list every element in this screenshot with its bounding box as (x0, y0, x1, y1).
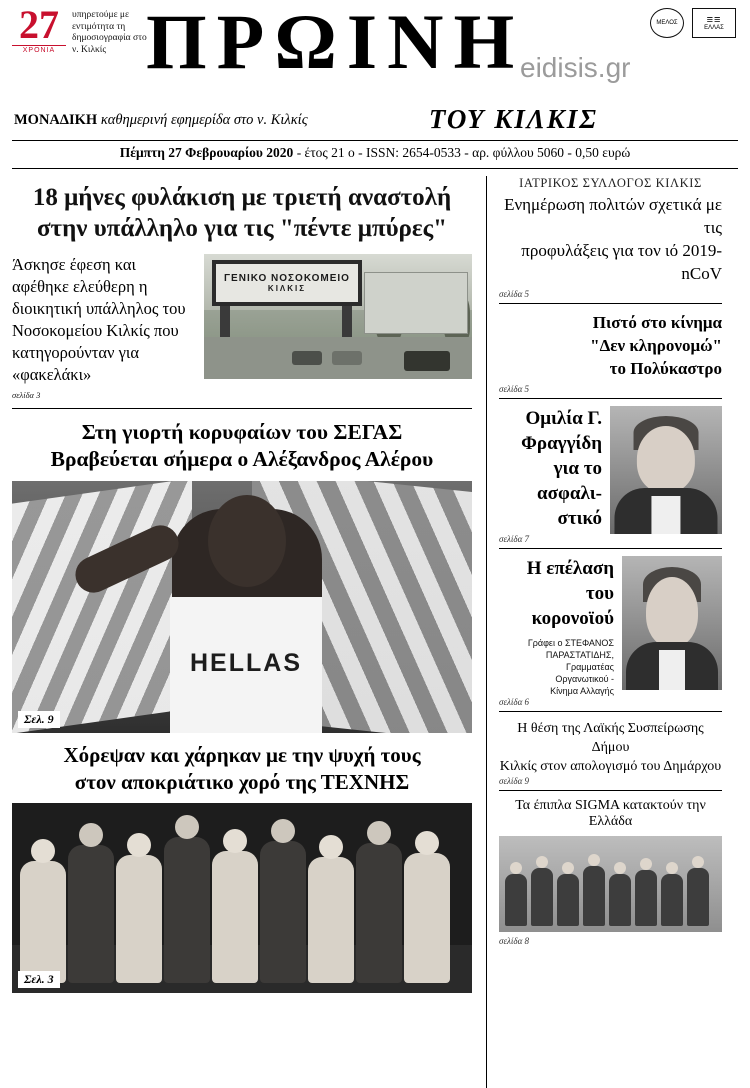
member-seal-icon (650, 8, 684, 38)
masthead-divider-top (12, 140, 738, 141)
right-item-headline-line2: Κιλκίς στον απολογισμό του Δημάρχου (499, 759, 722, 774)
masthead-subtitle: υπηρετούμε με εντιμότητα τη δημοσιογραφία στο ν. Κιλκίς (72, 10, 147, 55)
second-headline-line1: Στη γιορτή κορυφαίων του ΣΕΓΑΣ (81, 420, 403, 444)
right-item-headline-line1: Πιστό στο κίνημα (592, 313, 722, 332)
right-item-headline (499, 556, 614, 631)
person-icon (583, 866, 605, 926)
tagline-italic: καθημερινή εφημερίδα στο ν. Κιλκίς (100, 112, 308, 128)
car-icon (292, 351, 322, 365)
athlete-head (208, 495, 286, 587)
lead-body-text: Άσκησε έφεση και αφέθηκε ελεύθερη η διοικητική υπάλληλος του Νοσοκομείου Κιλκίς που κατηγορούνταν για «φακελάκι» (12, 255, 186, 384)
sigma-team-group-photo (499, 836, 722, 932)
person-icon (687, 868, 709, 926)
right-item-page-ref: σελίδα 6 (499, 697, 530, 707)
hospital-building (364, 272, 468, 334)
singlet-text: HELLAS (190, 649, 302, 677)
right-item-headline-line1: Η θέση της Λαϊκής Συσπείρωσης Δήμου (517, 721, 704, 755)
right-item-headline-line1: Ομιλία Γ. (525, 408, 602, 429)
right-item-polykastro[interactable] (499, 311, 722, 394)
right-item-kicker: ΙΑΤΡΙΚΟΣ ΣΥΛΛΟΓΟΣ ΚΙΛΚΙΣ (519, 176, 702, 190)
lead-story-row (12, 254, 472, 400)
right-divider (499, 548, 722, 549)
partygoer (356, 843, 402, 983)
partygoer (404, 853, 450, 983)
tagline-bold: ΜΟΝΑΔΙΚΗ (14, 112, 98, 128)
second-headline (12, 419, 472, 473)
right-item-headline-line3: κορονοϊού (531, 608, 614, 629)
second-headline-line2: Βραβεύεται σήμερα ο Αλέξανδρος Αλέρου (50, 447, 434, 471)
member-seal-label: ΜΕΛΟΣ (656, 20, 678, 26)
left-divider-1 (12, 408, 472, 409)
press-association-label: ΕΛΛΑΣ (704, 25, 724, 31)
right-item-page-ref: σελίδα 5 (499, 384, 530, 394)
newspaper-title: ΠΡΩΙΝΗ (146, 0, 525, 85)
anniversary-number: 27 (19, 2, 59, 47)
dateline-details: - έτος 21 ο - ISSN: 2654-0533 - αρ. φύλλου 5060 - 0,50 ευρώ (296, 145, 631, 160)
right-item-page-ref: σελίδα 7 (499, 534, 530, 544)
person-icon (635, 870, 657, 926)
right-item-headline-line2: του (585, 583, 614, 604)
speaker-portrait-photo (610, 406, 722, 534)
portrait-face (646, 577, 698, 647)
portrait-face (637, 426, 695, 493)
right-item-headline-line4: ασφαλι- (537, 483, 602, 504)
masthead (0, 0, 750, 100)
right-item-page-ref: σελίδα 5 (499, 289, 530, 299)
third-headline-line1: Χόρεψαν και χάρηκαν με την ψυχή τους (63, 743, 421, 767)
partygoer (116, 855, 162, 983)
right-item-headline-line5: στικό (557, 508, 602, 529)
lead-text-block (12, 254, 194, 400)
right-item-coronavirus-column[interactable] (499, 556, 722, 707)
athlete-with-flag-photo (12, 481, 472, 733)
right-item-headline: Τα έπιπλα SIGMA κατακτούν την Ελλάδα (515, 798, 706, 829)
right-item-headline-line1: Ενημέρωση πολιτών σχετικά με τις (504, 195, 722, 237)
lead-headline-line1: 18 μήνες φυλάκιση με τριετή αναστολή (32, 184, 452, 211)
right-item-headline-line1: Η επέλαση (526, 558, 614, 579)
partygoer (260, 841, 306, 983)
third-headline (12, 742, 472, 796)
masthead-region: ΤΟΥ ΚΙΛΚΙΣ (428, 104, 598, 134)
person-icon (661, 874, 683, 926)
third-page-badge: Σελ. 3 (18, 971, 60, 988)
flag-left (12, 481, 192, 733)
right-item-sigma-furniture[interactable] (499, 798, 722, 946)
right-item-headline-line3: για το (553, 458, 602, 479)
right-item-headline-line2: Φραγγίδη (521, 433, 602, 454)
press-association-icon (692, 8, 736, 38)
page-content (12, 176, 738, 1088)
hospital-sign-line1: ΓΕΝΙΚΟ ΝΟΣΟΚΟΜΕΙΟ (224, 273, 350, 284)
masthead-divider-bottom (12, 168, 738, 169)
hospital-sign (212, 260, 362, 306)
lead-headline (12, 182, 472, 244)
right-divider (499, 711, 722, 712)
byline-line3: Γραμματέας (566, 662, 614, 672)
right-item-medical-association[interactable] (499, 176, 722, 299)
right-divider (499, 303, 722, 304)
right-item-laiki-syspeirosi[interactable] (499, 719, 722, 786)
right-column (487, 176, 722, 1088)
partygoer (20, 861, 66, 983)
car-icon (404, 351, 450, 371)
right-item-headline-line3: το Πολύκαστρο (609, 359, 722, 378)
hospital-sign-line2: ΚΙΛΚΙΣ (267, 284, 307, 293)
right-item-headline-line2: "Δεν κληρονομώ" (590, 336, 722, 355)
hospital-entrance-photo (204, 254, 472, 379)
right-item-page-ref: σελίδα 8 (499, 936, 530, 946)
right-item-headline (499, 406, 602, 531)
masthead-logos (650, 8, 736, 38)
person-icon (557, 874, 579, 926)
columnist-portrait-photo (622, 556, 722, 690)
third-headline-line2: στον αποκριάτικο χορό της ΤΕΧΝΗΣ (74, 770, 410, 794)
right-item-headline (499, 719, 722, 776)
partygoer (164, 837, 210, 983)
person-icon (531, 868, 553, 926)
person-icon (609, 874, 631, 926)
person-icon (505, 874, 527, 926)
car-icon (332, 351, 362, 365)
partygoer (212, 851, 258, 983)
anniversary-badge (12, 2, 66, 54)
lead-headline-line2: στην υπάλληλο για τις "πέντε μπύρες" (36, 215, 448, 242)
dateline (0, 145, 750, 161)
left-column (12, 176, 486, 1088)
right-item-row (499, 406, 722, 534)
byline-line5: Κίνημα Αλλαγής (550, 686, 614, 696)
right-item-byline (499, 637, 614, 697)
right-item-page-ref: σελίδα 9 (499, 776, 530, 786)
byline-line1: Γράφει ο ΣΤΕΦΑΝΟΣ (527, 638, 614, 648)
right-item-headline (499, 311, 722, 380)
partygoer (308, 857, 354, 983)
right-divider (499, 790, 722, 791)
right-item-row (499, 556, 722, 697)
portrait-shirt (659, 650, 685, 690)
masthead-tagline (14, 112, 308, 129)
dateline-date: Πέμπτη 27 Φεβρουαρίου 2020 (119, 145, 294, 160)
anniversary-word: ΧΡΟΝΙΑ (12, 45, 66, 54)
right-item-fraggidis-speech[interactable] (499, 406, 722, 544)
right-item-headline-line2: προφυλάξεις για τον ιό 2019-nCoV (521, 241, 722, 283)
press-bars-icon: ≡≡ (706, 14, 722, 26)
site-watermark: eidisis.gr (520, 52, 631, 83)
byline-line4: Οργανωτικού - (555, 674, 614, 684)
second-page-badge: Σελ. 9 (18, 711, 60, 728)
right-divider (499, 398, 722, 399)
partygoer (68, 845, 114, 983)
portrait-shirt (651, 496, 680, 534)
carnival-dance-photo (12, 803, 472, 993)
byline-line2: ΠΑΡΑΣΤΑΤΙΔΗΣ, (545, 650, 614, 660)
right-item-headline (499, 193, 722, 285)
lead-page-ref: σελίδα 3 (12, 390, 41, 400)
